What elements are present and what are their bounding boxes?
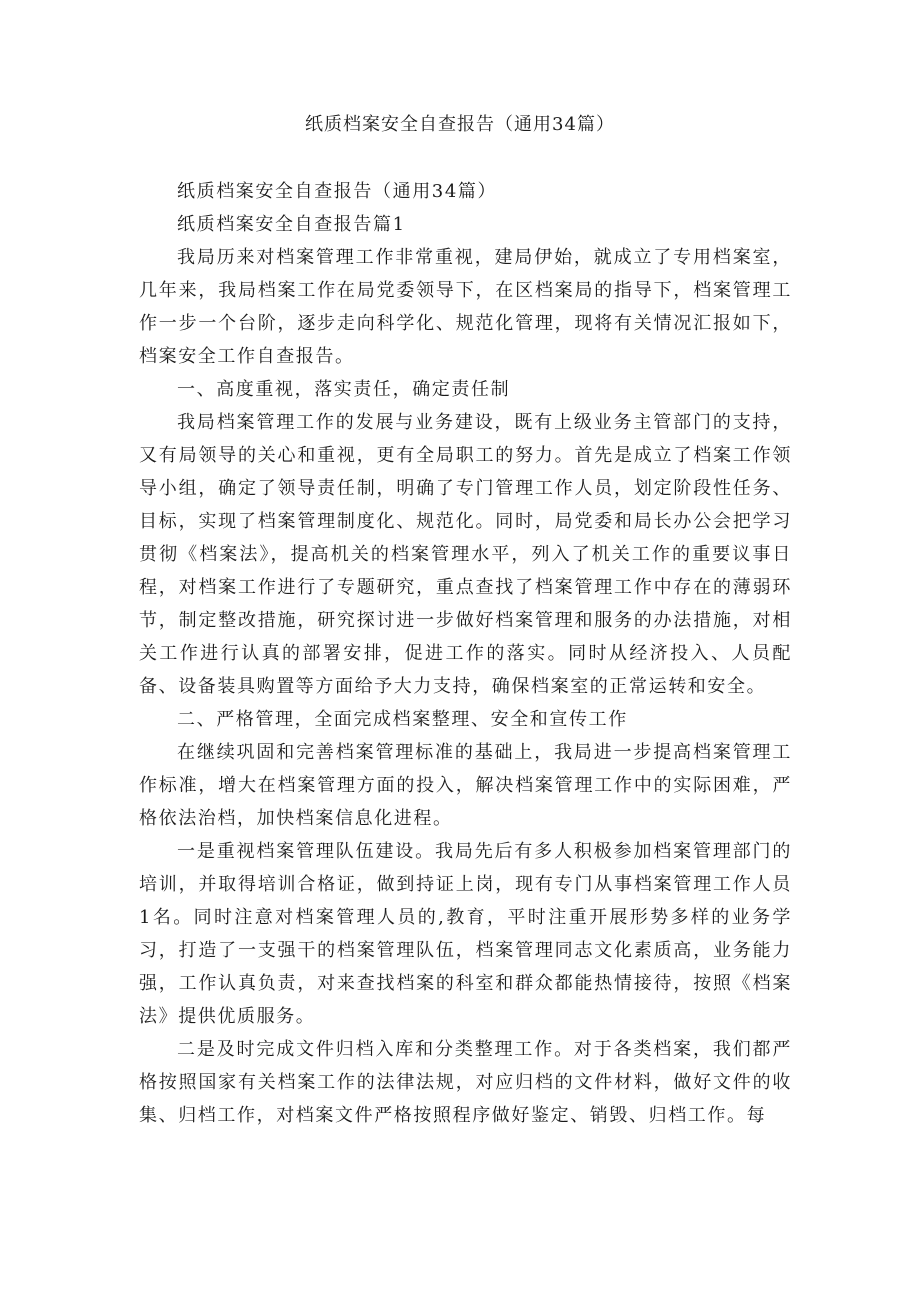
subtitle-paragraph: 纸质档案安全自查报告（通用34篇）: [177, 181, 498, 202]
body-paragraph: 我局历来对档案管理工作非常重视，建局伊始，就成立了专用档案室，几年来，我局档案工作在局党委领导下，在区档案局的指导下，档案管理工作一步一个台阶，逐步走向科学化、规范化管理，现将有关情况汇报如下，档案安全工作自查报告。: [139, 247, 792, 367]
section-heading: 二、严格管理，全面完成档案整理、安全和宣传工作: [177, 709, 628, 730]
body-paragraph: 在继续巩固和完善档案管理标准的基础上，我局进一步提高档案管理工作标准，增大在档案管理方面的投入，解决档案管理工作中的实际困难，严格依法治档，加快档案信息化进程。: [139, 742, 792, 829]
document-title: 纸质档案安全自查报告（通用34篇）: [305, 114, 615, 135]
body-paragraph: 二是及时完成文件归档入库和分类整理工作。对于各类档案，我们都严格按照国家有关档案工作的法律法规，对应归档的文件材料，做好文件的收集、归档工作，对档案文件严格按照程序做好鉴定、销毁、归档工作。每: [139, 1039, 792, 1126]
body-paragraph: 我局档案管理工作的发展与业务建设，既有上级业务主管部门的支持，又有局领导的关心和重视，更有全局职工的努力。首先是成立了档案工作领导小组，确定了领导责任制，明确了专门管理工作人员，划定阶段性任务、目标，实现了档案管理制度化、规范化。同时，局党委和局长办公会把学习贯彻《档案法》，提高机关的档案管理水平，列入了机关工作的重要议事日程，对档案工作进行了专题研究，重点查找了档案管理工作中存在的薄弱环节，制定整改措施，研究探讨进一步做好档案管理和服务的办法措施，对相关工作进行认真的部署安排，促进工作的落实。同时从经济投入、人员配备、设备装具购置等方面给予大力支持，确保档案室的正常运转和安全。: [139, 412, 792, 697]
body-paragraph: 一是重视档案管理队伍建设。我局先后有多人积极参加档案管理部门的培训，并取得培训合格证，做到持证上岗，现有专门从事档案管理工作人员1名。同时注意对档案管理人员的,教育，平时注重开展形势多样的业务学习，打造了一支强干的档案管理队伍，档案管理同志文化素质高，业务能力强，工作认真负责，对来查找档案的科室和群众都能热情接待，按照《档案法》提供优质服务。: [139, 841, 792, 1027]
section-heading: 一、高度重视，落实责任，确定责任制: [177, 379, 511, 400]
document-body: [139, 175, 792, 1132]
section-heading-part-1: 纸质档案安全自查报告篇1: [177, 214, 406, 235]
